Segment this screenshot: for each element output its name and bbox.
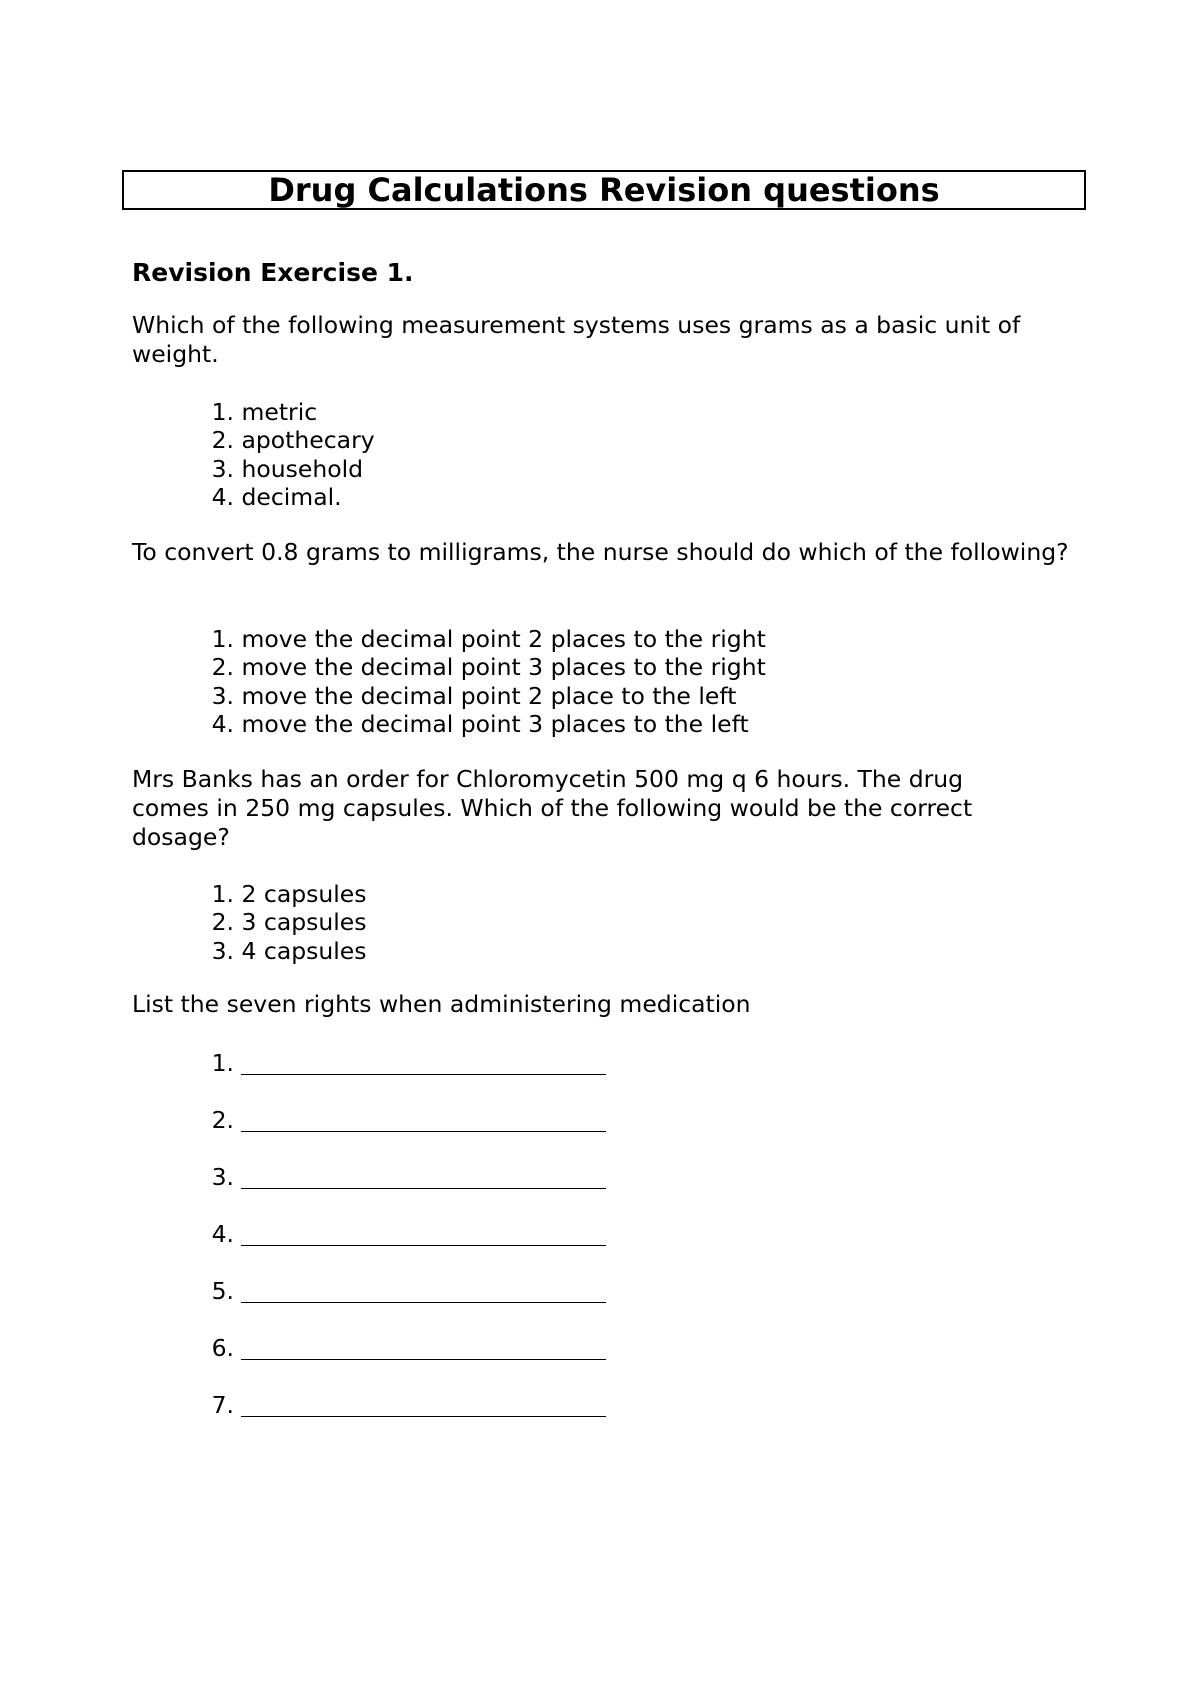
option-item: 1. move the decimal point 2 places to the right — [211, 625, 766, 653]
document-title: Drug Calculations Revision questions — [122, 170, 1086, 210]
option-item: 4. decimal. — [211, 482, 342, 511]
option-item: 3. household — [211, 454, 364, 483]
option-item: 1. 2 capsules — [211, 880, 367, 908]
answer-blank-item[interactable]: 7. — [200, 1362, 606, 1419]
question-2-options — [200, 625, 766, 738]
question-1-text: Which of the following measurement systems uses grams as a basic unit of weight. — [132, 311, 1021, 368]
question-2-text: To convert 0.8 grams to milligrams, the nurse should do which of the following? — [132, 538, 1069, 566]
answer-line[interactable] — [241, 1335, 606, 1360]
question-3-text: Mrs Banks has an order for Chloromycetin 500 mg q 6 hours. The drug comes in 250 mg capsules. Which of the following would be the correct dosage? — [132, 765, 973, 851]
option-item: 1. metric — [211, 398, 318, 426]
answer-blank-item[interactable]: 4. — [200, 1191, 606, 1248]
answer-line[interactable] — [241, 1392, 606, 1417]
answer-blank-item[interactable]: 3. — [200, 1134, 606, 1191]
option-item: 2. apothecary — [211, 426, 375, 455]
answer-blanks — [200, 1020, 606, 1419]
option-item: 4. move the decimal point 3 places to the left — [211, 709, 749, 738]
exercise-heading: Revision Exercise 1. — [132, 258, 414, 287]
answer-blank-item[interactable]: 6. — [200, 1305, 606, 1362]
option-item: 2. 3 capsules — [211, 908, 367, 937]
answer-line[interactable] — [241, 1278, 606, 1303]
answer-blank-item[interactable]: 5. — [200, 1248, 606, 1305]
option-item: 2. move the decimal point 3 places to the right — [211, 653, 766, 682]
question-1-options — [200, 398, 375, 511]
question-3-options — [200, 880, 367, 965]
answer-blank-item[interactable]: 2. — [200, 1077, 606, 1134]
answer-line[interactable] — [241, 1107, 606, 1132]
option-item: 3. 4 capsules — [211, 936, 367, 965]
answer-line[interactable] — [241, 1221, 606, 1246]
question-4-text: List the seven rights when administering medication — [132, 990, 751, 1018]
answer-blank-item[interactable]: 1. — [200, 1020, 606, 1077]
option-item: 3. move the decimal point 2 place to the left — [211, 681, 737, 710]
answer-line[interactable] — [241, 1050, 606, 1075]
answer-line[interactable] — [241, 1164, 606, 1189]
